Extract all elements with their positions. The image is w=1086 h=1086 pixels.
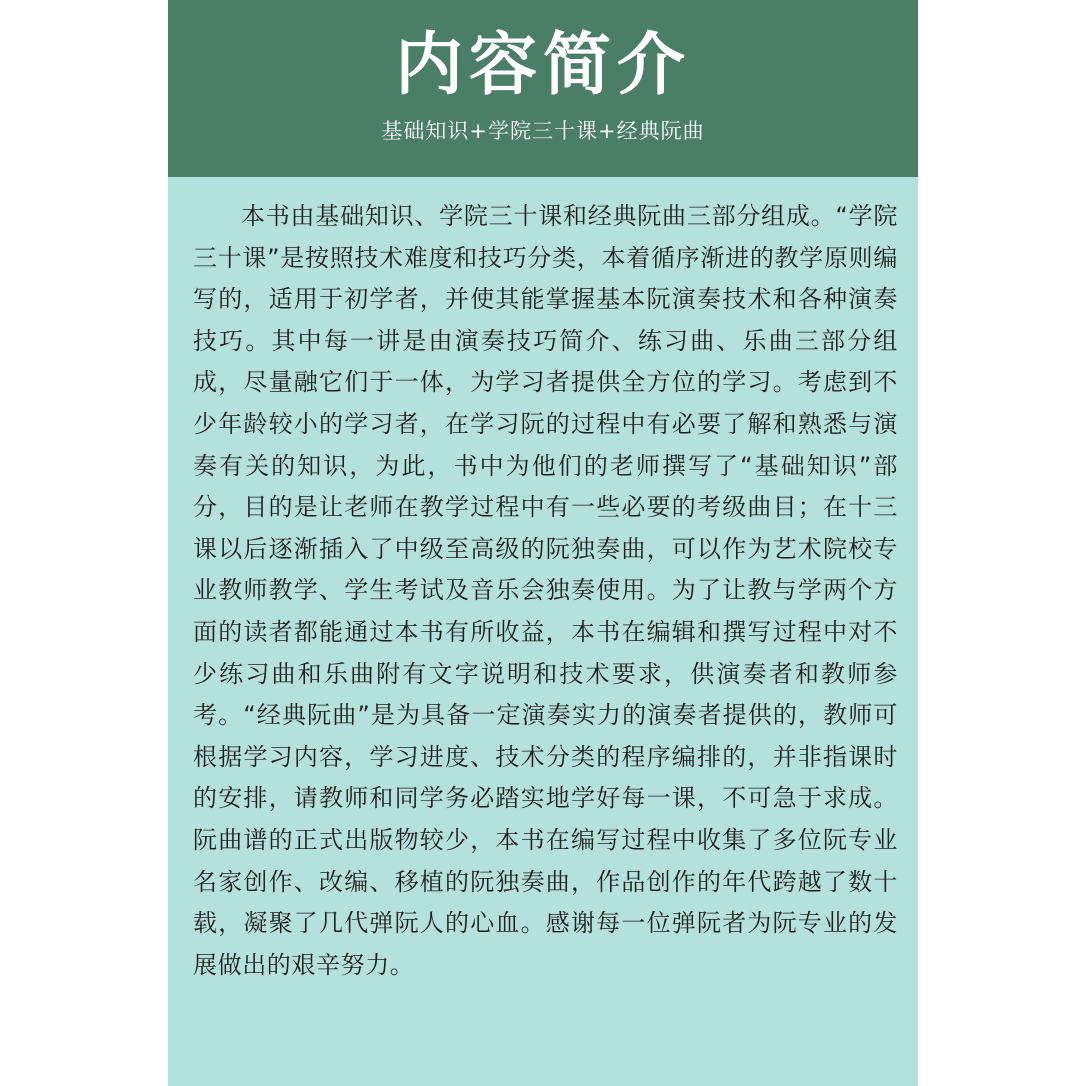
intro-paragraph: 本书由基础知识、学院三十课和经典阮曲三部分组成。“学院三十课”是按照技术难度和技巧分类，本着循序渐进的教学原则编写的，适用于初学者，并使其能掌握基本阮演奏技术和各种演奏技巧。其中每一讲是由演奏技巧简介、练习曲、乐曲三部分组成，尽量融它们于一体，为学习者提供全方位的学习。考虑到不少年龄较小的学习者，在学习阮的过程中有必要了解和熟悉与演奏有关的知识，为此，书中为他们的老师撰写了“基础知识”部分，目的是让老师在教学过程中有一些必要的考级曲目；在十三课以后逐渐插入了中级至高级的阮独奏曲，可以作为艺术院校专业教师教学、学生考试及音乐会独奏使用。为了让教与学两个方面的读者都能通过本书有所收益，本书在编辑和撰写过程中对不少练习曲和乐曲附有文字说明和技术要求，供演奏者和教师参考。“经典阮曲”是为具备一定演奏实力的演奏者提供的，教师可根据学习内容，学习进度、技术分类的程序编排的，并非指课时的安排，请教师和同学务必踏实地学好每一课，不可急于求成。阮曲谱的正式出版物较少，本书在编写过程中收集了多位阮专业名家创作、改编、移植的阮独奏曲，作品创作的年代跨越了数十载，凝聚了几代弹阮人的心血。感谢每一位弹阮者为阮专业的发展做出的艰辛努力。 [193,202,898,979]
book-intro-page [168,0,918,1086]
page-subtitle: 基础知识+学院三十课+经典阮曲 [381,119,705,143]
header-banner [168,0,918,177]
page-title: 内容简介 [394,26,691,105]
